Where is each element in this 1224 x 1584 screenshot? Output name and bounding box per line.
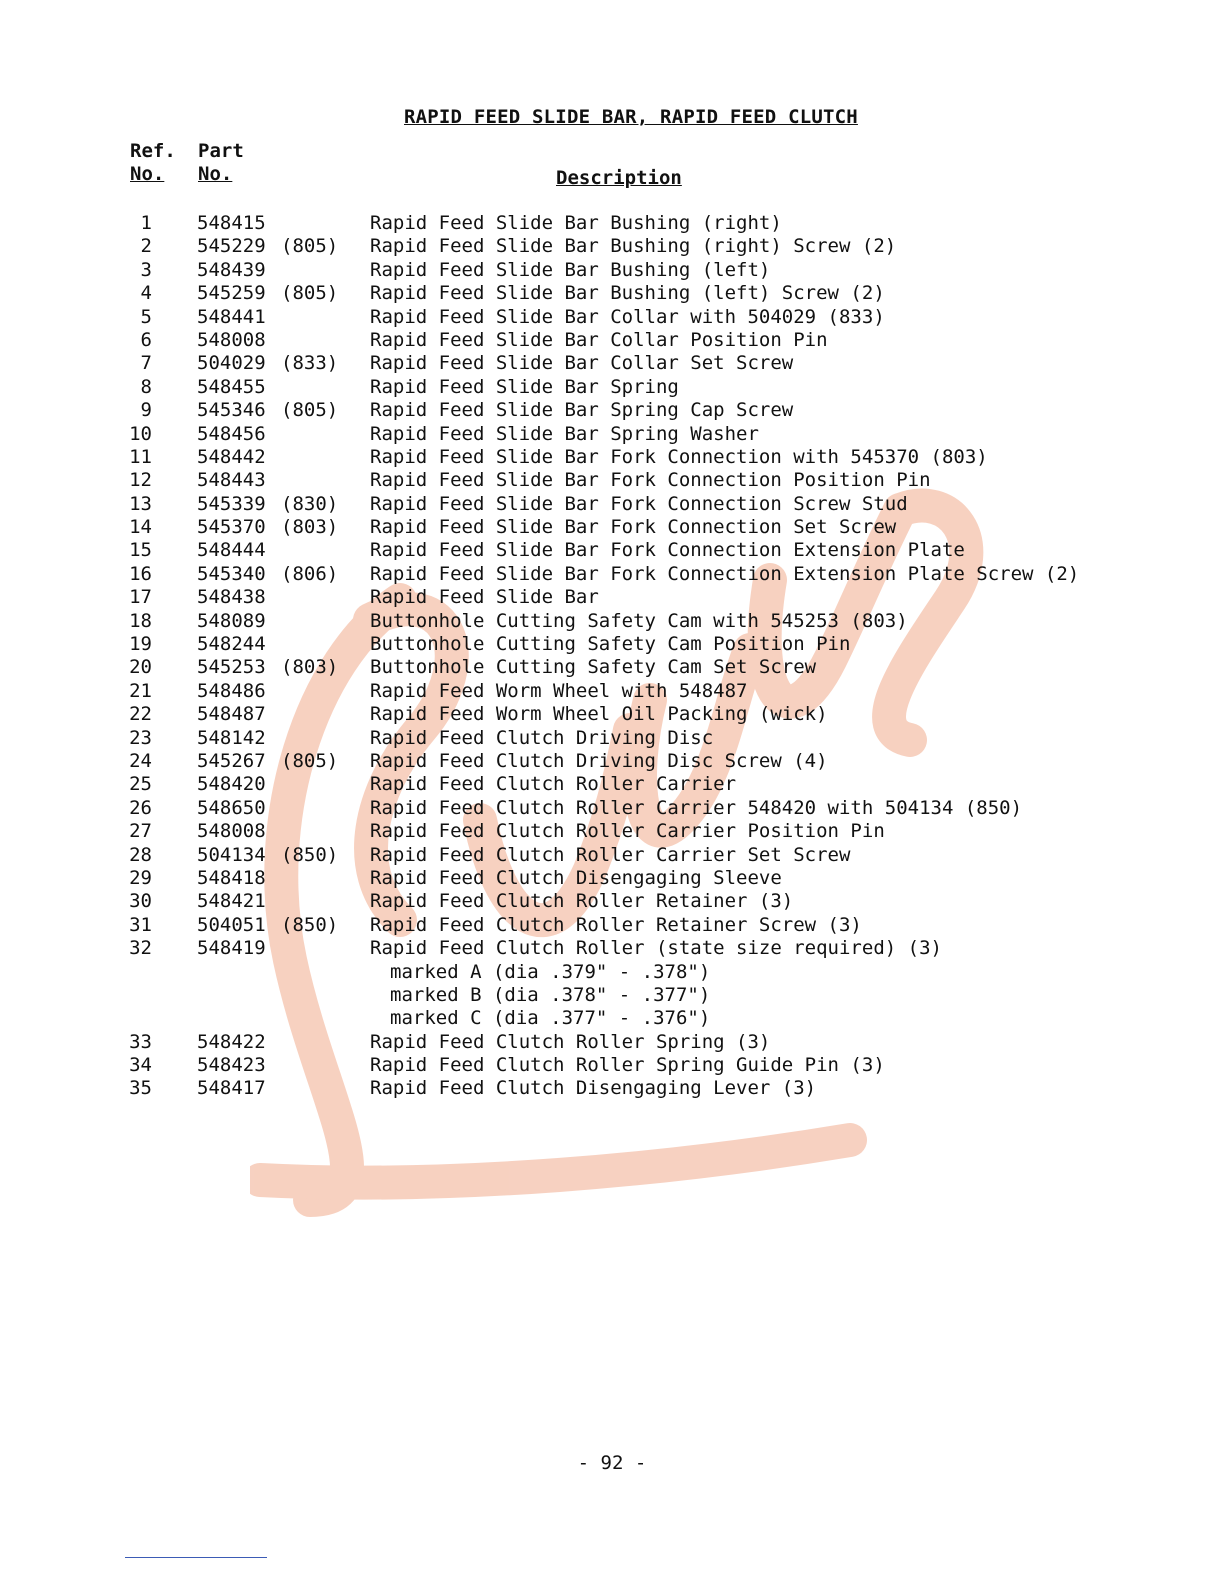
description-cell: Rapid Feed Clutch Roller Retainer (3) [370,890,794,913]
description-cell: Rapid Feed Clutch Roller (state size required) (3) [370,937,942,960]
part-no-cell: 548439 [197,258,266,281]
table-row [0,259,1224,282]
description-cell: Rapid Feed Slide Bar Spring Washer [370,422,759,445]
part-no-cell: 548438 [197,586,266,609]
screw-code-cell: (830) [281,492,339,515]
description-cell: Rapid Feed Slide Bar Spring [370,375,679,398]
ref-no-cell: 28 [129,843,152,866]
table-row [0,890,1224,913]
table-row [0,750,1224,773]
ref-no-cell: 31 [129,913,152,936]
description-cell: Rapid Feed Slide Bar Collar Set Screw [370,352,794,375]
part-no-cell: 548441 [197,305,266,328]
screw-code-cell: (805) [281,399,339,422]
description-cell: Rapid Feed Clutch Roller Carrier 548420 with 504134 (850) [370,796,1023,819]
table-row [0,961,1224,984]
table-row [0,820,1224,843]
part-no-cell: 548423 [197,1054,266,1077]
table-row [0,1077,1224,1100]
header-description: Description [556,167,682,189]
table-row [0,539,1224,562]
description-cell: Rapid Feed Clutch Roller Carrier Position Pin [370,820,885,843]
part-no-cell: 504029 [197,352,266,375]
screw-code-cell: (850) [281,913,339,936]
description-cell: Rapid Feed Slide Bar [370,586,599,609]
ref-no-cell: 25 [129,773,152,796]
ref-no-cell: 26 [129,796,152,819]
part-no-cell: 548244 [197,633,266,656]
description-cell: Rapid Feed Worm Wheel Oil Packing (wick) [370,703,828,726]
header-ref-line2: No. [130,163,165,185]
part-no-cell: 548008 [197,820,266,843]
description-cell: Rapid Feed Slide Bar Bushing (left) Screw (2) [370,282,885,305]
part-no-cell: 548650 [197,796,266,819]
description-cell: Rapid Feed Clutch Driving Disc Screw (4) [370,749,828,772]
table-row [0,773,1224,796]
description-cell: Rapid Feed Clutch Roller Spring Guide Pin (3) [370,1054,885,1077]
table-row [0,399,1224,422]
screw-code-cell: (850) [281,843,339,866]
part-no-cell: 548142 [197,726,266,749]
table-row [0,703,1224,726]
screw-code-cell: (803) [281,516,339,539]
table-row [0,633,1224,656]
size-option-cell: marked B (dia .378" - .377") [390,983,711,1006]
part-no-cell: 545259 [197,282,266,305]
ref-no-cell: 5 [140,305,152,328]
table-row [0,469,1224,492]
table-row [0,446,1224,469]
screw-code-cell: (805) [281,235,339,258]
part-no-cell: 545339 [197,492,266,515]
table-row [0,329,1224,352]
ref-no-cell: 7 [140,352,152,375]
header-ref-no [130,140,176,186]
description-cell: Rapid Feed Slide Bar Bushing (right) [370,212,782,234]
ref-no-cell: 22 [129,703,152,726]
description-cell: Rapid Feed Clutch Disengaging Sleeve [370,866,782,889]
footer-rule [125,1557,267,1558]
ref-no-cell: 15 [129,539,152,562]
description-cell: Rapid Feed Clutch Driving Disc [370,726,714,749]
screw-code-cell: (803) [281,656,339,679]
ref-no-cell: 6 [140,328,152,351]
part-no-cell: 504051 [197,913,266,936]
ref-no-cell: 33 [129,1030,152,1053]
table-row [0,727,1224,750]
screw-code-cell: (805) [281,282,339,305]
ref-no-cell: 19 [129,633,152,656]
part-no-cell: 545340 [197,562,266,585]
screw-code-cell: (833) [281,352,339,375]
description-cell: Buttonhole Cutting Safety Cam Position Pin [370,633,851,656]
part-no-cell: 504134 [197,843,266,866]
table-row [0,914,1224,937]
part-no-cell: 548419 [197,937,266,960]
table-row [0,563,1224,586]
part-no-cell: 545267 [197,749,266,772]
table-row [0,235,1224,258]
description-cell: Rapid Feed Slide Bar Spring Cap Screw [370,399,794,422]
table-row [0,306,1224,329]
part-no-cell: 548487 [197,703,266,726]
ref-no-cell: 4 [140,282,152,305]
ref-no-cell: 10 [129,422,152,445]
ref-no-cell: 20 [129,656,152,679]
header-part-line1: Part [198,140,244,162]
ref-no-cell: 30 [129,890,152,913]
ref-no-cell: 8 [140,375,152,398]
part-no-cell: 548008 [197,328,266,351]
table-row [0,937,1224,960]
table-row [0,493,1224,516]
ref-no-cell: 14 [129,516,152,539]
table-row [0,680,1224,703]
size-option-cell: marked A (dia .379" - .378") [390,960,711,983]
screw-code-cell: (805) [281,749,339,772]
header-part-line2: No. [198,163,233,185]
part-no-cell: 548415 [197,212,266,234]
table-row [0,984,1224,1007]
part-no-cell: 545346 [197,399,266,422]
part-no-cell: 545253 [197,656,266,679]
ref-no-cell: 23 [129,726,152,749]
parts-list [0,212,1224,1101]
table-row [0,282,1224,305]
table-row [0,797,1224,820]
part-no-cell: 548443 [197,469,266,492]
ref-no-cell: 21 [129,679,152,702]
table-row [0,610,1224,633]
table-row [0,423,1224,446]
table-row [0,656,1224,679]
table-row [0,212,1224,235]
ref-no-cell: 32 [129,937,152,960]
screw-code-cell: (806) [281,562,339,585]
ref-no-cell: 24 [129,749,152,772]
ref-no-cell: 1 [140,212,152,234]
description-cell: Rapid Feed Slide Bar Fork Connection Extension Plate Screw (2) [370,562,1080,585]
part-no-cell: 548486 [197,679,266,702]
description-cell: Rapid Feed Slide Bar Collar Position Pin [370,328,828,351]
table-row [0,867,1224,890]
description-cell: Rapid Feed Slide Bar Collar with 504029 (833) [370,305,885,328]
part-no-cell: 548442 [197,445,266,468]
description-cell: Rapid Feed Slide Bar Fork Connection with 545370 (803) [370,445,988,468]
description-cell: Rapid Feed Clutch Roller Spring (3) [370,1030,771,1053]
ref-no-cell: 35 [129,1077,152,1100]
part-no-cell: 548418 [197,866,266,889]
description-cell: Buttonhole Cutting Safety Cam with 545253 (803) [370,609,908,632]
description-cell: Rapid Feed Slide Bar Fork Connection Screw Stud [370,492,908,515]
part-no-cell: 545370 [197,516,266,539]
table-row [0,352,1224,375]
description-cell: Rapid Feed Slide Bar Bushing (left) [370,258,771,281]
ref-no-cell: 29 [129,866,152,889]
page-title: RAPID FEED SLIDE BAR, RAPID FEED CLUTCH [404,106,858,128]
ref-no-cell: 18 [129,609,152,632]
part-no-cell: 548417 [197,1077,266,1100]
ref-no-cell: 2 [140,235,152,258]
part-no-cell: 548422 [197,1030,266,1053]
description-cell: Rapid Feed Clutch Roller Carrier Set Screw [370,843,851,866]
part-no-cell: 548456 [197,422,266,445]
ref-no-cell: 11 [129,445,152,468]
header-ref-line1: Ref. [130,140,176,162]
part-no-cell: 548455 [197,375,266,398]
description-cell: Rapid Feed Slide Bar Bushing (right) Screw (2) [370,235,897,258]
description-cell: Rapid Feed Worm Wheel with 548487 [370,679,748,702]
description-cell: Rapid Feed Clutch Roller Carrier [370,773,737,796]
description-cell: Buttonhole Cutting Safety Cam Set Screw [370,656,817,679]
ref-no-cell: 3 [140,258,152,281]
ref-no-cell: 12 [129,469,152,492]
page-number: - 92 - [577,1452,647,1474]
table-row [0,844,1224,867]
table-row [0,1054,1224,1077]
ref-no-cell: 17 [129,586,152,609]
part-no-cell: 548444 [197,539,266,562]
description-cell: Rapid Feed Slide Bar Fork Connection Position Pin [370,469,931,492]
ref-no-cell: 16 [129,562,152,585]
size-option-cell: marked C (dia .377" - .376") [390,1007,711,1030]
table-row [0,376,1224,399]
description-cell: Rapid Feed Slide Bar Fork Connection Extension Plate [370,539,965,562]
header-part-no [198,140,244,186]
part-no-cell: 545229 [197,235,266,258]
table-row [0,1007,1224,1030]
ref-no-cell: 27 [129,820,152,843]
ref-no-cell: 9 [140,399,152,422]
part-no-cell: 548420 [197,773,266,796]
ref-no-cell: 13 [129,492,152,515]
table-row [0,586,1224,609]
description-cell: Rapid Feed Clutch Roller Retainer Screw (3) [370,913,862,936]
table-row [0,516,1224,539]
part-no-cell: 548421 [197,890,266,913]
description-cell: Rapid Feed Slide Bar Fork Connection Set Screw [370,516,897,539]
ref-no-cell: 34 [129,1054,152,1077]
description-cell: Rapid Feed Clutch Disengaging Lever (3) [370,1077,817,1100]
part-no-cell: 548089 [197,609,266,632]
table-row [0,1031,1224,1054]
